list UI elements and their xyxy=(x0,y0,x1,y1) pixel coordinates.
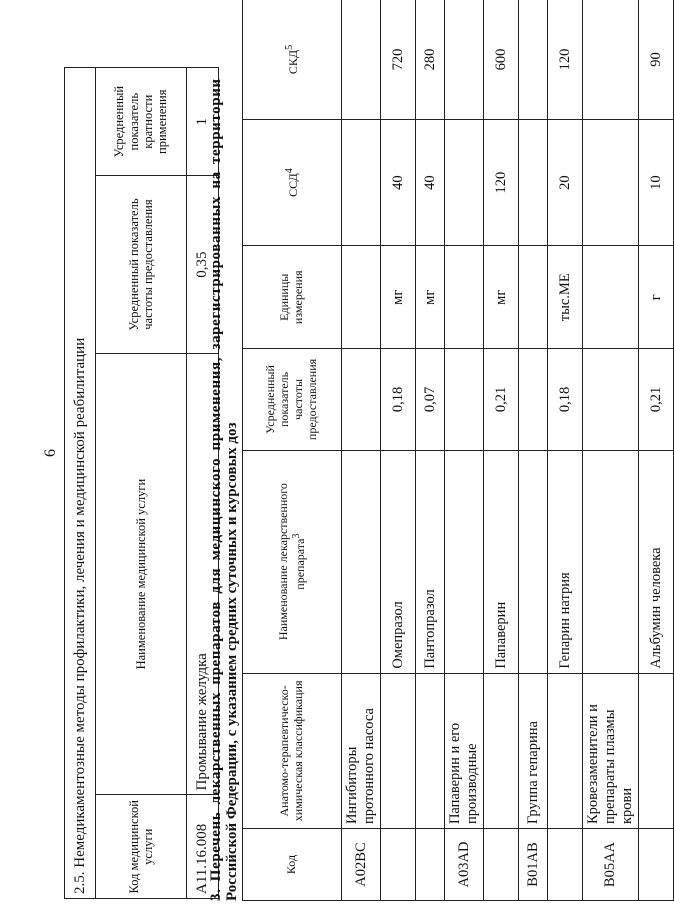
services-table-header xyxy=(96,68,187,899)
atc-group xyxy=(381,673,416,828)
section-3-heading xyxy=(208,1,240,901)
drug-frequency xyxy=(583,349,639,450)
section-2-5-title: 2.5. Немедикаментозные методы профилактики, лечения и медицинской реабилитации xyxy=(65,68,96,899)
atc-code xyxy=(639,829,674,901)
table-row xyxy=(416,0,445,901)
drug-name xyxy=(519,450,548,673)
section-3-heading-line1: 3. Перечень лекарственных препаратов для медицинского применения, зарегистрированных на территории xyxy=(208,78,224,901)
drug-frequency: 0,18 xyxy=(548,349,583,450)
atc-code xyxy=(381,829,416,901)
atc-group xyxy=(639,673,674,828)
drug-ssd xyxy=(342,119,381,245)
drug-ssd xyxy=(519,119,548,245)
header-ssd-text: ССД xyxy=(285,173,300,197)
header-skd xyxy=(243,0,342,119)
drug-skd: 280 xyxy=(416,0,445,119)
atc-code xyxy=(484,829,519,901)
drug-frequency xyxy=(342,349,381,450)
drugs-table-header xyxy=(243,0,342,901)
drug-unit: тыс.МЕ xyxy=(548,246,583,349)
drugs-table xyxy=(242,0,674,901)
drug-skd: 600 xyxy=(484,0,519,119)
table-row xyxy=(548,0,583,901)
header-multiplicity: Усредненный показатель кратности применения xyxy=(96,68,187,176)
section-3-heading-line2: Российской Федерации, с указанием средних суточных и курсовых доз xyxy=(224,422,240,901)
table-row xyxy=(519,0,548,901)
header-frequency: Усредненный показатель частоты предоставления xyxy=(96,176,187,353)
drug-skd: 720 xyxy=(381,0,416,119)
drug-frequency: 0,18 xyxy=(381,349,416,450)
drug-unit xyxy=(519,246,548,349)
drug-name: Папаверин xyxy=(484,450,519,673)
header-drug-name-text: Наименование лекарственного препарата xyxy=(275,483,307,641)
atc-group xyxy=(484,673,519,828)
table-row xyxy=(381,0,416,901)
table-row xyxy=(484,0,519,901)
drug-name: Гепарин натрия xyxy=(548,450,583,673)
drug-unit: мг xyxy=(484,246,519,349)
header-ssd xyxy=(243,119,342,245)
header-drug-name xyxy=(243,450,342,673)
drug-name: Пантопразол xyxy=(416,450,445,673)
atc-group xyxy=(548,673,583,828)
drug-skd xyxy=(519,0,548,119)
header-skd-text: СКД xyxy=(285,49,300,75)
drug-unit xyxy=(445,246,484,349)
header-code: Код xyxy=(243,829,342,901)
drug-ssd xyxy=(445,119,484,245)
header-service-name: Наименование медицинской услуги xyxy=(96,353,187,795)
atc-code xyxy=(416,829,445,901)
atc-code xyxy=(548,829,583,901)
atc-group: Ингибиторы протонного насоса xyxy=(342,673,381,828)
footnote-ref: 4 xyxy=(283,168,295,174)
atc-code: A03AD xyxy=(445,829,484,901)
drug-skd: 90 xyxy=(639,0,674,119)
atc-group: Группа гепарина xyxy=(519,673,548,828)
drug-unit xyxy=(583,246,639,349)
atc-group xyxy=(416,673,445,828)
drug-skd xyxy=(445,0,484,119)
atc-code: B01AB xyxy=(519,829,548,901)
service-frequency: 0,35 xyxy=(187,176,219,353)
table-row xyxy=(445,0,484,901)
drug-frequency xyxy=(519,349,548,450)
drug-ssd: 40 xyxy=(381,119,416,245)
drug-skd: 120 xyxy=(548,0,583,119)
atc-code: A02BC xyxy=(342,829,381,901)
atc-group: Папаверин и его производные xyxy=(445,673,484,828)
drug-frequency: 0,07 xyxy=(416,349,445,450)
drug-frequency xyxy=(445,349,484,450)
atc-group: Кровезаменители и препараты плазмы крови xyxy=(583,673,639,828)
drug-unit xyxy=(342,246,381,349)
drug-name xyxy=(583,450,639,673)
table-row xyxy=(639,0,674,901)
drug-name: Альбумин человека xyxy=(639,450,674,673)
header-atc: Анатомо-терапевтическо-химическая классификация xyxy=(243,673,342,828)
service-name: Промывание желудка xyxy=(187,353,219,795)
drug-ssd: 20 xyxy=(548,119,583,245)
drug-skd xyxy=(342,0,381,119)
drug-frequency: 0,21 xyxy=(639,349,674,450)
drug-ssd: 10 xyxy=(639,119,674,245)
page-number: 6 xyxy=(42,449,59,457)
drug-ssd xyxy=(583,119,639,245)
services-table xyxy=(64,67,219,899)
footnote-ref: 5 xyxy=(283,44,295,50)
drug-skd xyxy=(583,0,639,119)
atc-code: B05AA xyxy=(583,829,639,901)
drug-unit: мг xyxy=(416,246,445,349)
service-code: A11.16.008 xyxy=(187,795,219,899)
drug-unit: мг xyxy=(381,246,416,349)
header-unit: Единицы измерения xyxy=(243,246,342,349)
drug-name xyxy=(445,450,484,673)
drug-ssd: 120 xyxy=(484,119,519,245)
drug-name: Омепразол xyxy=(381,450,416,673)
table-row xyxy=(583,0,639,901)
header-frequency: Усредненный показатель частоты предоставления xyxy=(243,349,342,450)
footnote-ref: 3 xyxy=(290,533,302,539)
drug-frequency: 0,21 xyxy=(484,349,519,450)
drug-name xyxy=(342,450,381,673)
service-multiplicity: 1 xyxy=(187,68,219,176)
table-row xyxy=(342,0,381,901)
drug-ssd: 40 xyxy=(416,119,445,245)
drug-unit: г xyxy=(639,246,674,349)
header-service-code: Код медицинской услуги xyxy=(96,795,187,899)
